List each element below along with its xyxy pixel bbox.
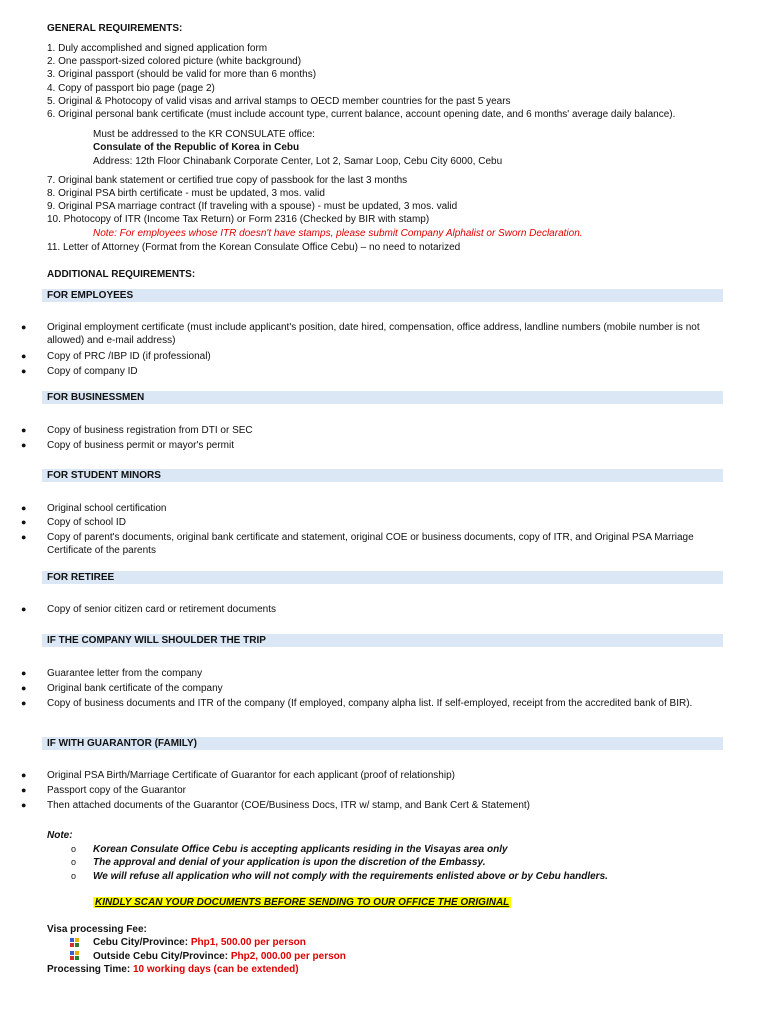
section-student-minors: FOR STUDENT MINORS [42, 469, 723, 482]
list-item: Original bank certificate of the company [47, 683, 223, 694]
general-item-5: 5. Original & Photocopy of valid visas and arrival stamps to OECD member countries for the past 5 years [47, 96, 511, 107]
bullet-icon: ● [21, 668, 27, 678]
scan-reminder [93, 896, 511, 909]
flag-bullet-icon [70, 938, 79, 947]
processing-time-label: Processing Time: [47, 964, 131, 975]
fee-outside-label: Outside Cebu City/Province: [93, 951, 229, 962]
processing-time [47, 963, 299, 976]
fee-cebu-value: Php1, 500.00 per person [190, 937, 306, 948]
bullet-icon: ● [21, 351, 27, 361]
scan-reminder-text: KINDLY SCAN YOUR DOCUMENTS BEFORE SENDING TO OUR OFFICE THE ORIGINAL [95, 897, 510, 908]
section-guarantor: IF WITH GUARANTOR (FAMILY) [42, 737, 723, 750]
bullet-icon: ● [21, 425, 27, 435]
fee-outside [93, 950, 346, 963]
bullet-icon: ● [21, 503, 27, 513]
general-item-6: 6. Original personal bank certificate (must include account type, current balance, account opening date, and 6 months' average daily balance). [47, 109, 676, 120]
section-retiree: FOR RETIREE [42, 571, 723, 584]
note-label: Note: [47, 830, 73, 841]
general-item-4: 4. Copy of passport bio page (page 2) [47, 83, 215, 94]
list-item: Guarantee letter from the company [47, 668, 203, 679]
list-item: Copy of parent's documents, original bank certificate and statement, original COE or business documents, copy of ITR, and Original PSA Marriage Certificate of the parents [47, 532, 694, 556]
fee-cebu [93, 936, 306, 949]
consulate-address-intro: Must be addressed to the KR CONSULATE office: [93, 129, 315, 140]
fee-cebu-label: Cebu City/Province: [93, 937, 189, 948]
general-item-3: 3. Original passport (should be valid for more than 6 months) [47, 69, 317, 80]
bullet-icon: ● [21, 604, 27, 614]
list-item: Then attached documents of the Guarantor (COE/Business Docs, ITR w/ stamp, and Bank Cert & Statement) [47, 800, 530, 811]
section-company-trip: IF THE COMPANY WILL SHOULDER THE TRIP [42, 634, 723, 647]
general-item-8: 8. Original PSA birth certificate - must be updated, 3 mos. valid [47, 188, 325, 199]
section-employees: FOR EMPLOYEES [42, 289, 723, 302]
circle-bullet-icon: o [71, 857, 77, 867]
bullet-icon: ● [21, 683, 27, 693]
general-item-2: 2. One passport-sized colored picture (white background) [47, 56, 302, 67]
fee-outside-value: Php2, 000.00 per person [230, 951, 346, 962]
bullet-icon: ● [21, 440, 27, 450]
circle-bullet-icon: o [71, 844, 77, 854]
list-item: Copy of business permit or mayor's permit [47, 440, 234, 451]
fee-label: Visa processing Fee: [47, 924, 147, 935]
bullet-icon: ● [21, 770, 27, 780]
bullet-icon: ● [21, 366, 27, 376]
bullet-icon: ● [21, 322, 27, 332]
general-item-9: 9. Original PSA marriage contract (If traveling with a spouse) - must be updated, 3 mos. valid [47, 201, 458, 212]
general-item-11: 11. Letter of Attorney (Format from the Korean Consulate Office Cebu) – no need to notarized [47, 242, 461, 253]
section-businessmen: FOR BUSINESSMEN [42, 391, 723, 404]
bullet-icon: ● [21, 785, 27, 795]
bullet-icon: ● [21, 698, 27, 708]
general-heading: GENERAL REQUIREMENTS: [47, 23, 183, 34]
consulate-address: Address: 12th Floor Chinabank Corporate Center, Lot 2, Samar Loop, Cebu City 6000, Cebu [93, 156, 503, 167]
processing-time-value: 10 working days (can be extended) [132, 964, 299, 975]
bullet-icon: ● [21, 532, 27, 542]
list-item: Copy of PRC /IBP ID (if professional) [47, 351, 211, 362]
list-item: Passport copy of the Guarantor [47, 785, 186, 796]
list-item: Copy of business documents and ITR of the company (If employed, company alpha list. If self-employed, receipt from the accredited bank of BIR). [47, 698, 693, 709]
additional-heading: ADDITIONAL REQUIREMENTS: [47, 269, 196, 280]
list-item: Copy of senior citizen card or retirement documents [47, 604, 276, 615]
general-item-1: 1. Duly accomplished and signed application form [47, 43, 268, 54]
list-item: Copy of school ID [47, 517, 126, 528]
list-item: Original PSA Birth/Marriage Certificate of Guarantor for each applicant (proof of relationship) [47, 770, 455, 781]
note-item: The approval and denial of your application is upon the discretion of the Embassy. [93, 857, 486, 868]
note-item: We will refuse all application who will not comply with the requirements enlisted above or by Cebu handlers. [93, 871, 608, 882]
flag-bullet-icon [70, 951, 79, 960]
note-item: Korean Consulate Office Cebu is accepting applicants residing in the Visayas area only [93, 844, 508, 855]
itr-note: Note: For employees whose ITR doesn't have stamps, please submit Company Alphalist or Sworn Declaration. [93, 228, 583, 239]
list-item: Copy of business registration from DTI or SEC [47, 425, 253, 436]
general-item-7: 7. Original bank statement or certified true copy of passbook for the last 3 months [47, 175, 408, 186]
consulate-name: Consulate of the Republic of Korea in Cebu [93, 142, 300, 153]
bullet-icon: ● [21, 517, 27, 527]
list-item: Original employment certificate (must include applicant's position, date hired, compensation, office address, landline numbers (mobile number is not allowed) and e-mail address) [47, 322, 700, 346]
list-item: Copy of company ID [47, 366, 138, 377]
bullet-icon: ● [21, 800, 27, 810]
list-item: Original school certification [47, 503, 167, 514]
circle-bullet-icon: o [71, 871, 77, 881]
general-item-10: 10. Photocopy of ITR (Income Tax Return) or Form 2316 (Checked by BIR with stamp) [47, 214, 430, 225]
